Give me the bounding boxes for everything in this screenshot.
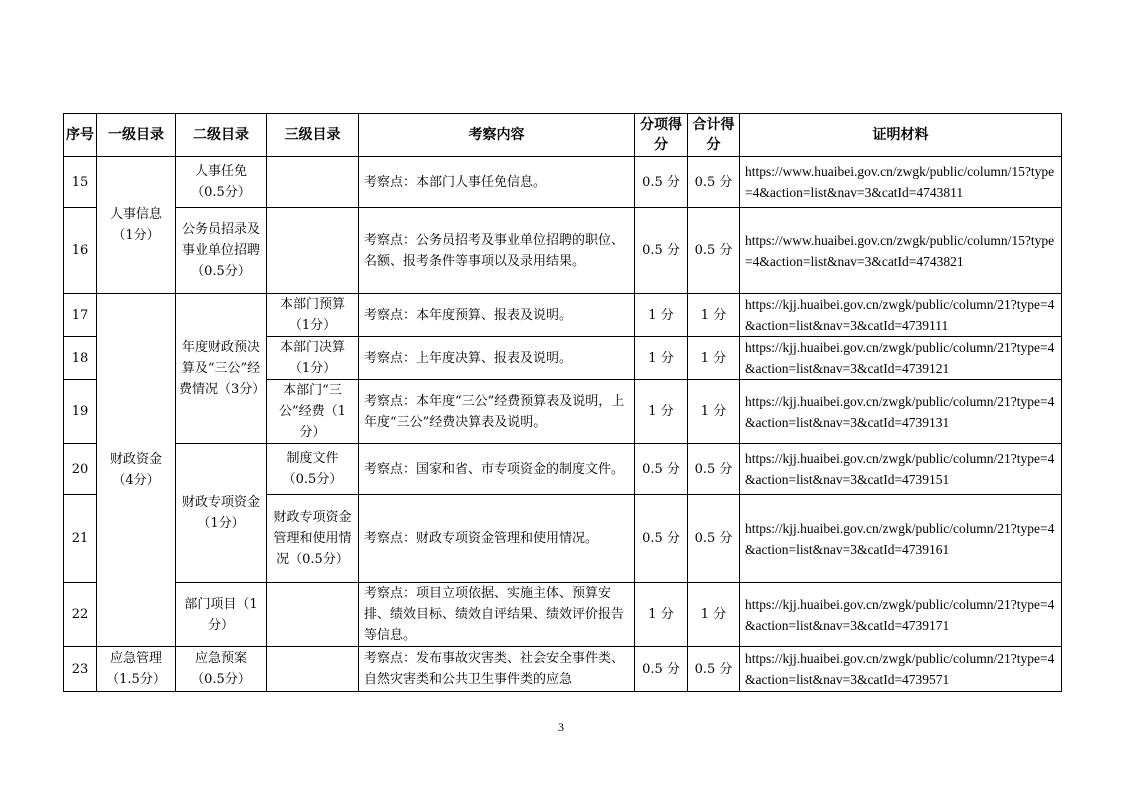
header-total-score: 合计得分 <box>688 114 740 157</box>
item-score-cell: 0.5 分 <box>635 208 688 294</box>
content-cell: 考察点：项目立项依据、实施主体、预算安排、绩效目标、绩效自评结果、绩效评价报告等信息。 <box>359 583 635 647</box>
header-row <box>64 114 1062 157</box>
level1-finance: 财政资金（4分） <box>97 294 176 647</box>
level3-cell: 本部门预算（1分） <box>267 294 359 337</box>
total-score-cell: 0.5 分 <box>688 495 740 583</box>
item-score-cell: 0.5 分 <box>635 444 688 495</box>
material-link[interactable]: https://kjj.huaibei.gov.cn/zwgk/public/column/21?type=4&action=list&nav=3&catId=4739161 <box>740 495 1062 583</box>
total-score-cell: 0.5 分 <box>688 444 740 495</box>
level2-cell: 应急预案（0.5分） <box>176 647 267 692</box>
content-cell: 考察点：公务员招考及事业单位招聘的职位、名额、报考条件等事项以及录用结果。 <box>359 208 635 294</box>
item-score-cell: 0.5 分 <box>635 495 688 583</box>
header-item-score: 分项得分 <box>635 114 688 157</box>
total-score-cell: 1 分 <box>688 337 740 380</box>
total-score-cell: 1 分 <box>688 294 740 337</box>
header-level1: 一级目录 <box>97 114 176 157</box>
table-row <box>64 157 1062 208</box>
total-score-cell: 0.5 分 <box>688 157 740 208</box>
material-link[interactable]: https://kjj.huaibei.gov.cn/zwgk/public/column/21?type=4&action=list&nav=3&catId=4739131 <box>740 380 1062 444</box>
material-link[interactable]: https://kjj.huaibei.gov.cn/zwgk/public/column/21?type=4&action=list&nav=3&catId=4739121 <box>740 337 1062 380</box>
row-number: 21 <box>64 495 97 583</box>
content-cell: 考察点：本年度预算、报表及说明。 <box>359 294 635 337</box>
level3-cell <box>267 208 359 294</box>
material-link[interactable]: https://kjj.huaibei.gov.cn/zwgk/public/column/21?type=4&action=list&nav=3&catId=4739151 <box>740 444 1062 495</box>
row-number: 18 <box>64 337 97 380</box>
header-level2: 二级目录 <box>176 114 267 157</box>
level3-cell: 财政专项资金管理和使用情况（0.5分） <box>267 495 359 583</box>
content-cell: 考察点：本部门人事任免信息。 <box>359 157 635 208</box>
level2-cell: 人事任免（0.5分） <box>176 157 267 208</box>
level1-personnel: 人事信息（1分） <box>97 157 176 294</box>
row-number: 16 <box>64 208 97 294</box>
item-score-cell: 1 分 <box>635 294 688 337</box>
material-link[interactable]: https://kjj.huaibei.gov.cn/zwgk/public/column/21?type=4&action=list&nav=3&catId=4739111 <box>740 294 1062 337</box>
item-score-cell: 1 分 <box>635 337 688 380</box>
level2-budget: 年度财政预决算及“三公”经费情况（3分） <box>176 294 267 444</box>
item-score-cell: 0.5 分 <box>635 647 688 692</box>
item-score-cell: 1 分 <box>635 380 688 444</box>
level3-cell: 本部门决算（1分） <box>267 337 359 380</box>
level2-cell: 部门项目（1分） <box>176 583 267 647</box>
header-material: 证明材料 <box>740 114 1062 157</box>
content-cell: 考察点：国家和省、市专项资金的制度文件。 <box>359 444 635 495</box>
level3-cell <box>267 583 359 647</box>
total-score-cell: 0.5 分 <box>688 208 740 294</box>
material-link[interactable]: https://www.huaibei.gov.cn/zwgk/public/column/15?type=4&action=list&nav=3&catId=4743821 <box>740 208 1062 294</box>
row-number: 17 <box>64 294 97 337</box>
item-score-cell: 0.5 分 <box>635 157 688 208</box>
total-score-cell: 1 分 <box>688 380 740 444</box>
row-number: 19 <box>64 380 97 444</box>
level3-cell: 本部门“三公”经费（1分） <box>267 380 359 444</box>
level2-special: 财政专项资金（1分） <box>176 444 267 583</box>
level2-cell: 公务员招录及事业单位招聘（0.5分） <box>176 208 267 294</box>
level3-cell: 制度文件（0.5分） <box>267 444 359 495</box>
material-link[interactable]: https://kjj.huaibei.gov.cn/zwgk/public/column/21?type=4&action=list&nav=3&catId=4739171 <box>740 583 1062 647</box>
total-score-cell: 0.5 分 <box>688 647 740 692</box>
table-row <box>64 294 1062 337</box>
content-cell: 考察点：本年度“三公”经费预算表及说明，上年度“三公”经费决算表及说明。 <box>359 380 635 444</box>
header-no: 序号 <box>64 114 97 157</box>
level3-cell <box>267 157 359 208</box>
row-number: 20 <box>64 444 97 495</box>
total-score-cell: 1 分 <box>688 583 740 647</box>
header-content: 考察内容 <box>359 114 635 157</box>
row-number: 22 <box>64 583 97 647</box>
material-link[interactable]: https://www.huaibei.gov.cn/zwgk/public/column/15?type=4&action=list&nav=3&catId=4743811 <box>740 157 1062 208</box>
item-score-cell: 1 分 <box>635 583 688 647</box>
level1-emergency: 应急管理（1.5分） <box>97 647 176 692</box>
material-link[interactable]: https://kjj.huaibei.gov.cn/zwgk/public/column/21?type=4&action=list&nav=3&catId=4739571 <box>740 647 1062 692</box>
content-cell: 考察点：发布事故灾害类、社会安全事件类、自然灾害类和公共卫生事件类的应急 <box>359 647 635 692</box>
table-row <box>64 583 1062 647</box>
evaluation-table <box>63 113 1062 692</box>
page-number: 3 <box>558 720 564 734</box>
table-row <box>64 444 1062 495</box>
level3-cell <box>267 647 359 692</box>
content-cell: 考察点：财政专项资金管理和使用情况。 <box>359 495 635 583</box>
row-number: 15 <box>64 157 97 208</box>
content-cell: 考察点：上年度决算、报表及说明。 <box>359 337 635 380</box>
table-row <box>64 208 1062 294</box>
header-level3: 三级目录 <box>267 114 359 157</box>
table-row <box>64 647 1062 692</box>
row-number: 23 <box>64 647 97 692</box>
